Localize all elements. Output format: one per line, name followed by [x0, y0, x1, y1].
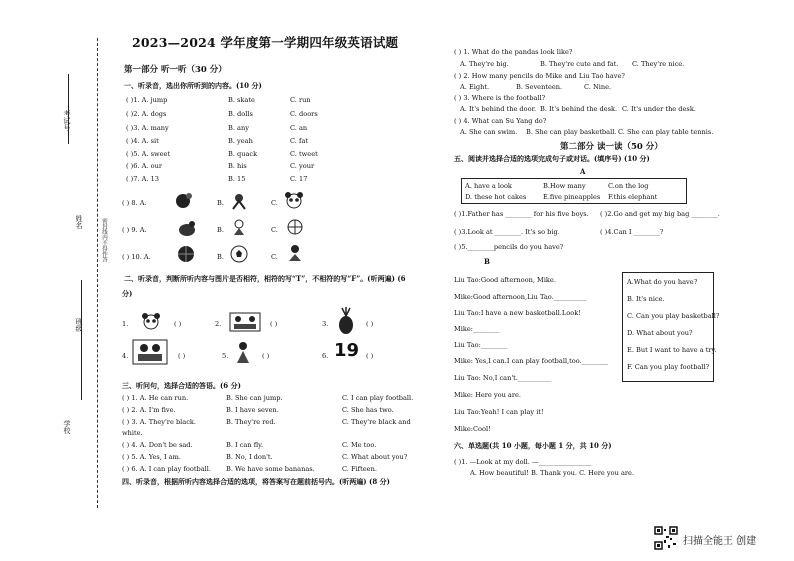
s3-heading: 三、听问句，选择合适的答语。(6 分): [122, 381, 241, 390]
football-player-icon: [228, 192, 250, 210]
s2-item-num: 3.: [322, 320, 329, 328]
s4-heading: 四、听录音，根据所听内容选择合适的选项，将答案写在题前括号内。(听两遍) (8 分): [122, 477, 390, 486]
s5-sentence: ( )3.Look at ________. It's so big.: [454, 228, 560, 236]
s3-row: ( ) 5. A. Yes, I am.: [122, 453, 181, 461]
part1-heading: 第一部分 听一听（30 分）: [124, 65, 227, 75]
choice-b: B. It's nice.: [627, 295, 665, 303]
s1-opt-b: B. yeah: [228, 137, 253, 145]
panda-icon: [138, 311, 164, 331]
s3-wrap-text: white.: [122, 429, 143, 437]
s3-opt-b: B. She can jump.: [226, 394, 283, 402]
option-f: F.this elephant: [608, 193, 658, 201]
s3-opt-b: B. We have some bananas.: [226, 465, 315, 473]
s1-pic-opt-b: B.: [217, 199, 224, 207]
option-e: E.five pineapples: [543, 193, 601, 201]
s1-opt-c: C. an: [290, 124, 308, 132]
s6-heading: 六、单选题(共 10 小题，每小题 1 分，共 10 分): [454, 441, 612, 450]
choice-e: E. But I want to have a try.: [627, 346, 717, 354]
s5-sentence: ( )2.Go and get my big bag ________.: [600, 210, 720, 218]
s1-pic-row-num: ( ) 8. A.: [122, 199, 147, 207]
s1-pic-row-num: ( ) 10. A.: [122, 253, 151, 261]
s2-heading: 二、听录音，判断所听内容与图片是否相符，相符的写“T”，不相符的写“F”。(听两遍) (6: [124, 274, 406, 283]
dialogue-line: Mike:Good afternoon,Liu Tao.__________: [454, 293, 587, 301]
option-d: D. these hot cakes: [465, 193, 527, 201]
dialogue-line: Mike: Here you are.: [454, 391, 521, 399]
s2-item-num: 2.: [215, 320, 222, 328]
number-19-picture: 19: [334, 340, 360, 361]
s2-answer-paren[interactable]: ( ): [270, 320, 278, 328]
s4-question: ( ) 1. What do the pandas look like?: [454, 48, 573, 56]
s4-opt-a: A. They're big.: [460, 60, 509, 68]
children-playing-icon: [132, 339, 168, 365]
s1-row: ( )4. A. sit: [126, 137, 159, 145]
s1-pic-opt-b: B.: [217, 226, 224, 234]
s1-row: ( )6. A. our: [126, 162, 162, 170]
class-line: [81, 280, 82, 400]
dialogue-line: Mike:Cool!: [454, 425, 491, 433]
class-label: 班级: [75, 318, 83, 332]
s4-opt-c: C. She can play table tennis.: [618, 128, 714, 136]
s3-opt-c: C. They're black and: [342, 418, 411, 426]
s1-row: ( )1. A. jump: [126, 96, 168, 104]
s3-opt-c: C. She has two.: [342, 406, 394, 414]
s2-heading-cont: 分): [122, 289, 133, 298]
dialogue-line: Liu Tao:Yeah! I can play it!: [454, 408, 544, 416]
s5-sentence: ( )5.________pencils do you have?: [454, 243, 564, 251]
s1-pic-opt-c: C.: [271, 226, 278, 234]
pineapple-icon: [336, 307, 356, 335]
s2-item-num: 6.: [322, 352, 329, 360]
s1-opt-b: B. dolls: [228, 110, 253, 118]
s3-row: ( ) 6. A. I can play football.: [122, 465, 211, 473]
s1-opt-c: C. tweet: [290, 150, 318, 158]
s1-row: ( )7. A. 13: [126, 175, 159, 183]
s4-opt-c: C. They're nice.: [632, 60, 685, 68]
s2-item-num: 1.: [122, 320, 129, 328]
exam-no-label: 考试号: [63, 110, 71, 131]
option-c: C.on the log: [608, 182, 649, 190]
s4-opt-a: A. Eight.: [460, 83, 490, 91]
school-label: 学校: [63, 420, 71, 434]
s2-answer-paren[interactable]: ( ): [178, 352, 186, 360]
s1-pic-row-num: ( ) 9. A.: [122, 226, 147, 234]
s3-opt-b: B. They're red.: [226, 418, 276, 426]
s4-opt-c: C. Nine.: [584, 83, 612, 91]
name-label: 姓名: [75, 215, 83, 229]
choice-c: C. Can you play basketball?: [627, 312, 720, 320]
s4-question: ( ) 3. Where is the football?: [454, 94, 546, 102]
s1-pic-opt-c: C.: [271, 199, 278, 207]
s1-heading: 一、听录音，选出你所听到的内容。(10 分): [124, 81, 262, 90]
s3-row: ( ) 4. A. Don't be sad.: [122, 441, 193, 449]
choice-a: A.What do you have?: [627, 278, 698, 286]
s4-opt-b: B. They're cute and fat.: [540, 60, 619, 68]
s1-row: ( )5. A. sweet: [126, 150, 171, 158]
box-b-label: B: [484, 257, 490, 266]
s2-item-num: 4.: [122, 352, 129, 360]
box-a-label: A: [580, 167, 586, 176]
s3-row: ( ) 3. A. They're black.: [122, 418, 196, 426]
s3-opt-c: C. I can play football.: [342, 394, 414, 402]
football-icon: [228, 245, 250, 263]
s2-item-num: 5.: [222, 352, 229, 360]
dialogue-line: Mike:________: [454, 325, 500, 333]
s5-sentence: ( )4.Can I ________?: [600, 228, 664, 236]
girl-icon: [234, 341, 252, 365]
s4-opt-b: B. She can play basketball.: [526, 128, 617, 136]
s3-row: ( ) 2. A. I'm five.: [122, 406, 176, 414]
s3-opt-c: C. What about you?: [342, 453, 408, 461]
s2-answer-paren[interactable]: ( ): [366, 352, 374, 360]
s1-opt-c: C. your: [290, 162, 315, 170]
s2-answer-paren[interactable]: ( ): [174, 320, 182, 328]
s3-opt-b: B. I can fly.: [226, 441, 264, 449]
dialogue-line: Liu Tao: No,I can't.__________: [454, 374, 551, 382]
basketball-icon: [175, 245, 197, 263]
s3-row: ( ) 1. A. He can run.: [122, 394, 189, 402]
s1-opt-c: C. run: [290, 96, 311, 104]
s4-question: ( ) 4. What can Su Yang do?: [454, 117, 547, 125]
s3-opt-c: C. Fifteen.: [342, 465, 377, 473]
s6-question: ( )1. —Look at my doll. —________________: [454, 458, 592, 466]
scanner-watermark: 扫描全能王 创建: [683, 536, 757, 547]
s3-opt-b: B. No, I don't.: [226, 453, 273, 461]
s4-opt-b: B. Seventeen.: [516, 83, 563, 91]
s5-heading: 五、阅读并选择合适的选项完成句子或对话。(填序号) (10 分): [454, 154, 650, 163]
s1-row: ( )2. A. dogs: [126, 110, 167, 118]
dog-icon: [176, 219, 198, 237]
s4-opt-b: B. It's behind the desk.: [540, 105, 618, 113]
s4-opt-a: A. It's behind the door.: [460, 105, 537, 113]
family-icon: [228, 309, 262, 333]
s2-answer-paren[interactable]: ( ): [366, 320, 374, 328]
basketball-player-icon: [172, 192, 194, 210]
s1-row: ( )3. A. many: [126, 124, 169, 132]
s3-opt-c: C. Me too.: [342, 441, 377, 449]
dialogue-line: Liu Tao:________: [454, 341, 508, 349]
s1-opt-c: C. 17: [290, 175, 308, 183]
s1-pic-opt-b: B.: [217, 253, 224, 261]
s4-opt-c: C. It's under the desk.: [622, 105, 696, 113]
s6-options: A. How beautiful! B. Thank you. C. Here you are.: [470, 469, 635, 477]
s5-sentence: ( )1.Father has ________ for his five boys.: [454, 210, 589, 218]
s4-question: ( ) 2. How many pencils do Mike and Liu Tao have?: [454, 72, 625, 80]
seal-line: [97, 38, 98, 508]
panda-icon: [283, 191, 305, 209]
dialogue-line: Liu Tao:I have a new basketball.Look!: [454, 309, 581, 317]
s1-opt-c: C. doors: [290, 110, 318, 118]
qr-code-icon: [654, 526, 678, 550]
page-title: 2023—2024 学年度第一学期四年级英语试题: [132, 35, 399, 50]
s1-opt-b: B. quack: [228, 150, 258, 158]
kid-icon: [284, 244, 306, 262]
s2-answer-paren[interactable]: ( ): [262, 352, 270, 360]
dialogue-line: Liu Tao:Good afternoon, Mike.: [454, 276, 556, 284]
seal-note: 密封线内不得作答: [101, 218, 107, 262]
choice-d: D. What about you?: [627, 329, 693, 337]
choice-f: F. Can you play football?: [627, 363, 710, 371]
s4-opt-a: A. She can swim.: [460, 128, 518, 136]
door-icon: [284, 218, 306, 236]
s1-opt-b: B. 15: [228, 175, 246, 183]
option-a: A. have a look: [465, 182, 512, 190]
s1-opt-b: B. his: [228, 162, 247, 170]
s1-pic-opt-c: C.: [271, 253, 278, 261]
s1-opt-c: C. fat: [290, 137, 309, 145]
s3-opt-b: B. I have seven.: [226, 406, 279, 414]
doll-icon: [228, 218, 250, 236]
s1-opt-b: B. any: [228, 124, 249, 132]
part2-heading: 第二部分 读一读（50 分）: [560, 142, 663, 152]
dialogue-line: Mike: Yes,I can.I can play football,too.________: [454, 357, 609, 365]
s1-opt-b: B. skate: [228, 96, 255, 104]
option-b: B.How many: [543, 182, 586, 190]
exam-no-line: [68, 74, 69, 144]
